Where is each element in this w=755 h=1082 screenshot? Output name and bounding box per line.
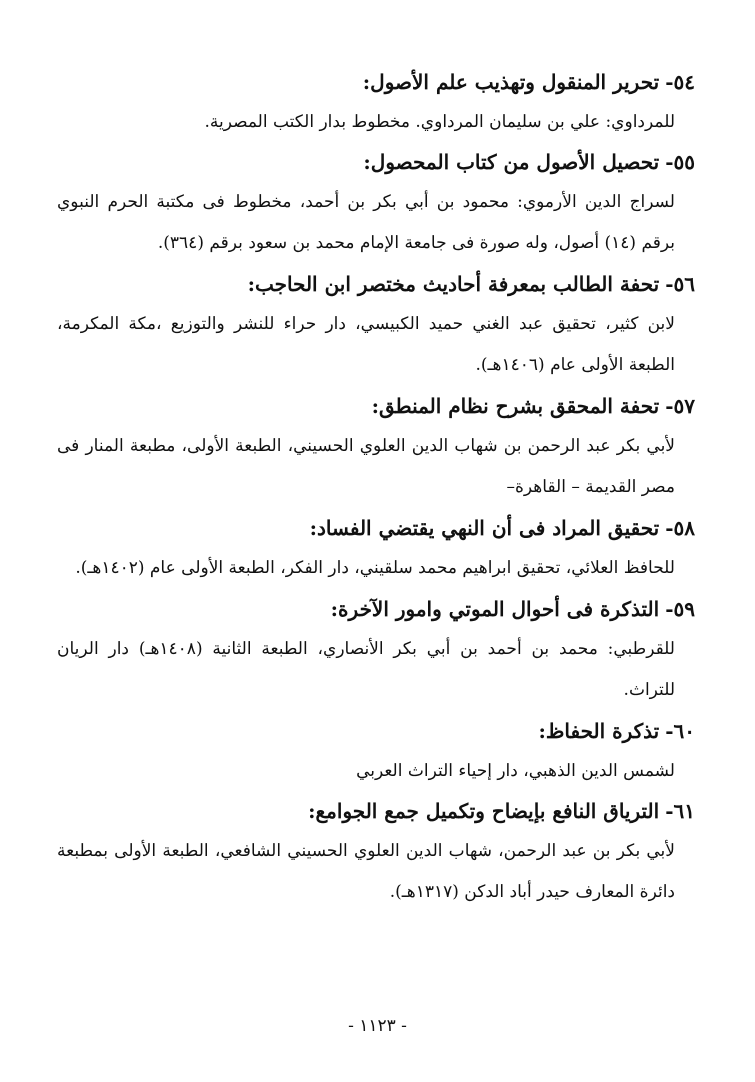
entry-title-text: تحقيق المراد فى أن النهي يقتضي الفساد:: [309, 516, 660, 540]
bibliography-entry-61: [57, 791, 697, 913]
entry-description: لابن كثير، تحقيق عبد الغني حميد الكبيسي، دار حراء للنشر والتوزيع ،مكة المكرمة، الطبعة الأولى عام (١٤٠٦هـ).: [57, 314, 675, 375]
entry-description: لشمس الدين الذهبي، دار إحياء التراث العربي: [356, 761, 675, 781]
bibliography-entry-56: [57, 264, 697, 386]
entry-description: للحافظ العلائي، تحقيق ابراهيم محمد سلقيني، دار الفكر، الطبعة الأولى عام (١٤٠٢هـ).: [75, 558, 675, 578]
page-number: - ١١٢٣ -: [348, 1016, 407, 1036]
entry-number: ٥٩-: [665, 597, 695, 621]
bibliography-page: [57, 62, 697, 913]
entry-number: ٥٨-: [665, 516, 695, 540]
entry-title: [57, 386, 697, 426]
entry-number: ٥٦-: [665, 272, 695, 296]
bibliography-entry-60: [57, 711, 697, 791]
entry-number: ٦٠-: [665, 719, 695, 743]
bibliography-entry-59: [57, 589, 697, 711]
entry-title: [57, 508, 697, 548]
entry-title: [57, 589, 697, 629]
entry-title: [57, 791, 697, 831]
entry-description: للقرطبي: محمد بن أحمد بن أبي بكر الأنصاري، الطبعة الثانية (١٤٠٨هـ) دار الريان للتراث.: [57, 639, 675, 700]
entry-description: لأبي بكر بن عبد الرحمن، شهاب الدين العلوي الحسيني الشافعي، الطبعة الأولى بمطبعة دائرة المعارف حيدر أباد الدكن (١٣١٧هـ).: [57, 841, 675, 902]
entry-title-text: تحفة الطالب بمعرفة أحاديث مختصر ابن الحاجب:: [247, 272, 660, 296]
entry-description: للمرداوي: علي بن سليمان المرداوي. مخطوط بدار الكتب المصرية.: [204, 112, 675, 132]
bibliography-entry-54: [57, 62, 697, 142]
entry-number: ٥٧-: [665, 394, 695, 418]
entry-number: ٦١-: [665, 799, 695, 823]
entry-description: لسراج الدين الأرموي: محمود بن أبي بكر بن أحمد، مخطوط فى مكتبة الحرم النبوي برقم (١٤) أصول، وله صورة فى جامعة الإمام محمد بن سعود برقم (٣٦٤).: [57, 192, 675, 253]
entry-title-text: تحصيل الأصول من كتاب المحصول:: [363, 150, 660, 174]
bibliography-entry-57: [57, 386, 697, 508]
entry-title-text: تحفة المحقق بشرح نظام المنطق:: [371, 394, 660, 418]
entry-number: ٥٥-: [665, 150, 695, 174]
entry-title: [57, 264, 697, 304]
entry-title: [57, 62, 697, 102]
entry-title-text: تذكرة الحفاظ:: [538, 719, 660, 743]
entry-title: [57, 711, 697, 751]
entry-title: [57, 142, 697, 182]
entry-title-text: التذكرة فى أحوال الموتي وامور الآخرة:: [330, 597, 660, 621]
bibliography-entry-55: [57, 142, 697, 264]
bibliography-entry-58: [57, 508, 697, 589]
entry-number: ٥٤-: [665, 70, 695, 94]
entry-title-text: الترياق النافع بإيضاح وتكميل جمع الجوامع:: [308, 799, 660, 823]
entry-title-text: تحرير المنقول وتهذيب علم الأصول:: [362, 70, 660, 94]
entry-description: لأبي بكر عبد الرحمن بن شهاب الدين العلوي الحسيني، الطبعة الأولى، مطبعة المنار فى مصر القديمة – القاهرة–: [57, 436, 675, 497]
